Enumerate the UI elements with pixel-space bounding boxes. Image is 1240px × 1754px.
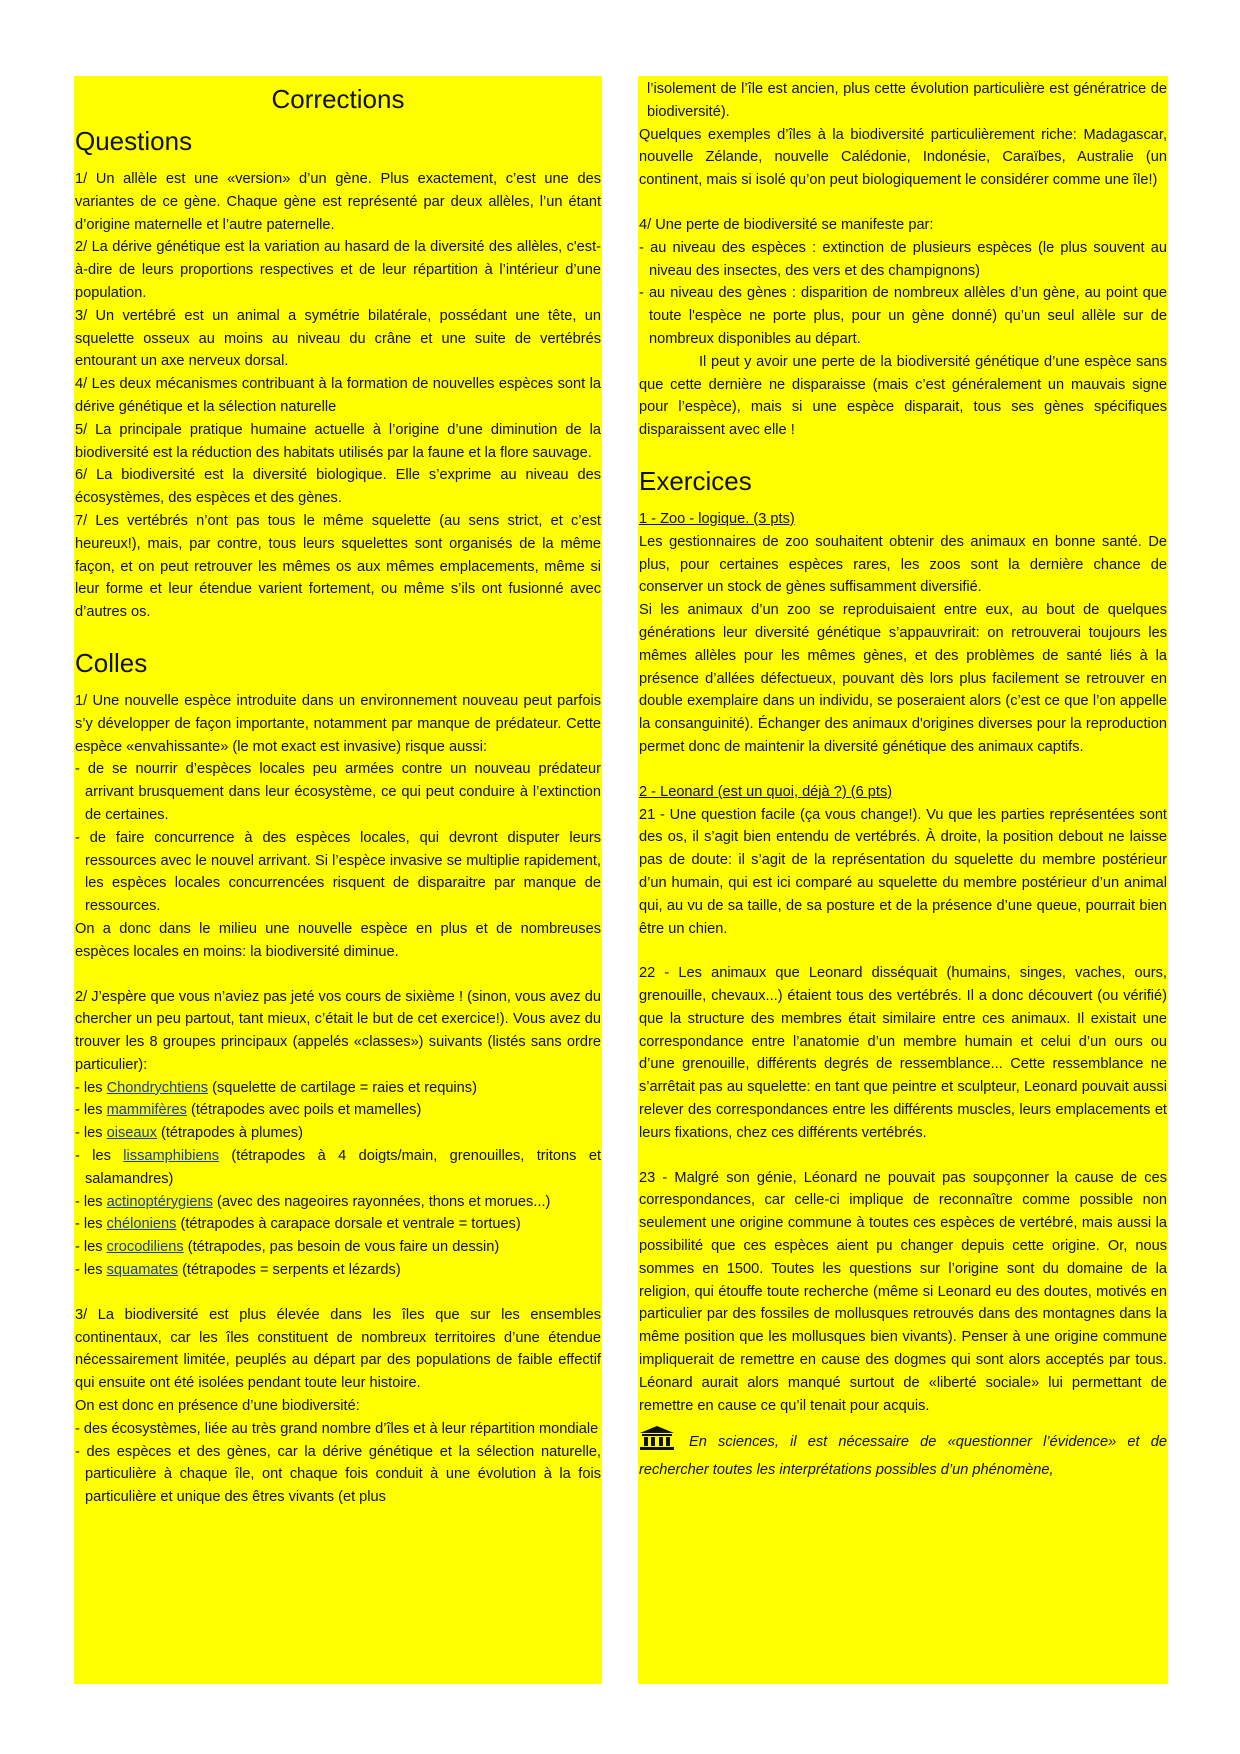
- science-quote: [639, 1425, 1167, 1482]
- group-link-actinopterygiens[interactable]: actinoptérygiens: [106, 1193, 213, 1210]
- colles-heading: Colles: [75, 647, 148, 678]
- group-link-squamates[interactable]: squamates: [106, 1262, 179, 1279]
- exercise-2-answer-22: 22 - Les animaux que Leonard disséquait (humains, singes, vaches, ours, grenouille, chevaux...) étaient tous des vertébrés. Il a donc découvert (ou vérifié) que la structure des membres était similaire entre ces animaux. Il existait une correspondance entre l’anatomie d’un membre humain et celui d’un ours ou d’une grenouille, différents degrés de ressemblance... Cette ressemblance ne s’arrêtait pas au squelette: en tant que peintre et sculpteur, Leonard pouvait aussi relever des correspondances entre les différents muscles, leurs emplacements et leurs fixations, chez ces différents vertébrés.: [639, 965, 1167, 1141]
- islands-paragraph: Quelques exemples d’îles à la biodiversité particulièrement riche: Madagascar, nouvelle Zélande, nouvelle Calédonie, Indonésie, Caraïbes, Australie (un continent, mais si isolé qu’on peut biologiquement le considérer comme une île!): [639, 126, 1167, 189]
- exercise-1-paragraph: Si les animaux d’un zoo se reproduisaient entre eux, au bout de quelques générations leur diversité génétique s’appauvrirait: on retrouverai toujours les mêmes allèles pour les mêmes gènes, et des problèmes de santé liés à la présence d’allées défectueux, pouvant dès lors plus facilement se retrouver en double exemplaire dans un individu, se poseraient alors (c’est ce que l’on appelle la consanguinité). Échanger des animaux d'origines diverses pour la reproduction permet donc de maintenir la diversité génétique des animaux captifs.: [639, 602, 1167, 755]
- question-answer: 2/ La dérive génétique est la variation au hasard de la diversité des allèles, c'est-à-dire de leurs proportions respectives et de leur répartition à l’intérieur d’une population.: [75, 239, 601, 301]
- group-link-cheloniens[interactable]: chéloniens: [106, 1216, 177, 1233]
- question-answer: 3/ Un vertébré est un animal a symétrie bilatérale, possédant une tête, un squelette osseux au moins au niveau du crâne et une suite de vertébrés entourant un axe nerveux dorsal.: [75, 307, 601, 370]
- colles-1-bullet: - de se nourrir d’espèces locales peu armées contre un nouveau prédateur arrivant brusquement dans leur écosystème, ce qui peut conduire à l’extinction de certaines.: [75, 761, 601, 823]
- exercise-1-title: 1 - Zoo - logique. (3 pts): [639, 510, 795, 527]
- right-column: [638, 76, 1168, 1684]
- question-answer: 7/ Les vertébrés n’ont pas tous le même squelette (au sens strict, et c’est heureux!), mais, par contre, tous leurs squelettes sont organisés de la même façon, et on peut retrouver les mêmes os aux mêmes emplacements, même si leur forme et leur étendue varient fortement, ou même s’ils ont fusionné avec d’autres os.: [75, 512, 601, 621]
- question-answer: 1/ Un allèle est une «version» d’un gène. Plus exactement, c’est une des variantes de ce gène. Chaque gène est représenté par deux allèles, l’un étant d’origine maternelle et l’autre paternelle.: [75, 171, 601, 233]
- colles-2-intro: 2/ J’espère que vous n’aviez pas jeté vos cours de sixième ! (sinon, vous avez du chercher un peu partout, tant mieux, c’était le but de cet exercice!). Vous avez du trouver les 8 groupes principaux (appelés «classes») suivants (listés sans ordre particulier):: [75, 988, 601, 1073]
- page-title: Corrections: [271, 84, 405, 114]
- left-column: [74, 76, 602, 1684]
- exercices-heading: Exercices: [639, 465, 752, 496]
- exercise-2-answer-23: 23 - Malgré son génie, Léonard ne pouvait pas soupçonner la cause de ces correspondances, car celle-ci implique de reconnaître comme possible non seulement une origine commune à toutes ces espèces de vertébré, mais aussi la possibilité que ces espèces aient pu changer depuis cette origine. Or, nous sommes en 1500. Toutes les questions sur l’origine sont du domaine de la religion, qui étouffe toute recherche (même si Leonard eu des doutes, motivés en particulier par des fossiles de mollusques retrouvés dans des montagnes dans la même position que les mollusques bien vivants). Penser à une origine commune impliquerait de remettre en cause des dogmes qui sont alors acceptés par tous. Léonard aurait alors manqué surtout de «liberté sociale» lui permettant de remettre en cause ce qu’il tenait pour acquis.: [639, 1169, 1167, 1414]
- question-answer: 6/ La biodiversité est la diversité biologique. Elle s’exprime au niveau des écosystèmes, des espèces et des gènes.: [75, 467, 601, 507]
- group-link-chondrychtiens[interactable]: Chondrychtiens: [106, 1079, 209, 1096]
- colles-3-line: On est donc en présence d’une biodiversité:: [75, 1398, 360, 1415]
- continuation-text: l’isolement de l’île est ancien, plus cette évolution particulière est génératrice de biodiversité).: [647, 81, 1167, 120]
- group-link-oiseaux[interactable]: oiseaux: [106, 1125, 157, 1142]
- museum-icon: [639, 1425, 675, 1459]
- group-link-mammiferes[interactable]: mammifères: [106, 1102, 187, 1119]
- questions-heading: Questions: [75, 126, 193, 156]
- colles-1-bullet: - de faire concurrence à des espèces locales, qui devront disputer leurs ressources avec le nouvel arrivant. Si l’espèce invasive se multiplie rapidement, les espèces locales concurrencées risquent de disparaitre par manque de ressources.: [75, 829, 601, 915]
- colles-3-bullet: - des espèces et des gènes, car la dérive génétique et la sélection naturelle, particulière à chaque île, ont chaque fois conduit à une évolution à la fois particulière et unique des êtres vivants (et plus: [75, 1443, 601, 1506]
- list-item: - les Chondrychtiens (squelette de cartilage = raies et requins): [75, 1079, 477, 1096]
- colles-3-bullet: - des écosystèmes, liée au très grand nombre d’îles et à leur répartition mondiale: [75, 1420, 599, 1437]
- groups-list: [75, 1077, 601, 1282]
- group-link-crocodiliens[interactable]: crocodiliens: [106, 1239, 184, 1256]
- exercise-2-answer-21: 21 - Une question facile (ça vous change!). Vu que les parties représentées sont des os, il s’agit bien entendu de vertébrés. À droite, la position debout ne laisse pas de doute: il s’agit de la représentation du squelette du membre postérieur d’un humain, qui est ici comparé au squelette du membre postérieur d’un animal qui, au vu de sa taille, de sa posture et de la présence d’une queue, pourrait bien être un chien.: [639, 806, 1167, 937]
- list-item: - les squamates (tétrapodes = serpents et lézards): [75, 1262, 401, 1279]
- question-answer: 4/ Les deux mécanismes contribuant à la formation de nouvelles espèces sont la dérive génétique et la sélection naturelle: [75, 376, 601, 415]
- colles-1-conclusion: On a donc dans le milieu une nouvelle espèce en plus et de nombreuses espèces locales en moins: la biodiversité diminue.: [75, 920, 601, 960]
- list-item: - les crocodiliens (tétrapodes, pas besoin de vous faire un dessin): [75, 1239, 500, 1256]
- list-item: - les mammifères (tétrapodes avec poils et mamelles): [75, 1102, 422, 1119]
- quote-text: En sciences, il est nécessaire de «questionner l’évidence» et de rechercher toutes les interprétations possibles d’un phénomène,: [639, 1434, 1167, 1479]
- colles-1-intro: 1/ Une nouvelle espèce introduite dans un environnement nouveau peut parfois s’y développer de façon importante, notamment par manque de prédateur. Cette espèce «envahissante» (le mot exact est invasive) risque aussi:: [75, 692, 601, 755]
- questions-list: [75, 168, 601, 624]
- exercise-2-title: 2 - Leonard (est un quoi, déjà ?) (6 pts): [639, 783, 893, 800]
- q4-intro: 4/ Une perte de biodiversité se manifeste par:: [639, 216, 934, 233]
- colles-3-intro: 3/ La biodiversité est plus élevée dans les îles que sur les ensembles continentaux, car les îles constituent de nombreux territoires d’une étendue nécessairement limitée, peuplés au départ par des populations de faible effectif qui ensuite ont été isolées pendant toute leur histoire.: [75, 1306, 601, 1392]
- q4-bullet: - au niveau des gènes : disparition de nombreux allèles d’un gène, au point que toute l'espèce ne porte plus, pour un gène donné) qu’un seul allèle sur de nombreux disponibles au départ.: [639, 285, 1167, 347]
- question-answer: 5/ La principale pratique humaine actuelle à l’origine d’une diminution de la biodiversité est la réduction des habitats utilisés par la faune et la flore sauvage.: [75, 421, 601, 461]
- group-link-lissamphibiens[interactable]: lissamphibiens: [123, 1148, 220, 1165]
- q4-bullet: - au niveau des espèces : extinction de plusieurs espèces (le plus souvent au niveau des insectes, des vers et des champignons): [639, 239, 1167, 279]
- list-item: - les oiseaux (tétrapodes à plumes): [75, 1125, 303, 1142]
- exercise-1-paragraph: Les gestionnaires de zoo souhaitent obtenir des animaux en bonne santé. De plus, pour certaines espèces rares, les zoos sont la dernière chance de conserver un stock de gènes suffisamment diversifié.: [639, 533, 1167, 596]
- list-item: - les chéloniens (tétrapodes à carapace dorsale et ventrale = tortues): [75, 1216, 521, 1233]
- list-item: - les lissamphibiens (tétrapodes à 4 doigts/main, grenouilles, tritons et salamandres): [75, 1148, 602, 1187]
- q4-note: Il peut y avoir une perte de la biodiversité génétique d’une espèce sans que cette dernière ne disparaisse (mais c’est généralement un mauvais signe pour l’espèce), mais si une espèce disparait, tous ses gènes spécifiques disparaissent avec elle !: [639, 353, 1167, 439]
- list-item: - les actinoptérygiens (avec des nageoires rayonnées, thons et morues...): [75, 1193, 551, 1210]
